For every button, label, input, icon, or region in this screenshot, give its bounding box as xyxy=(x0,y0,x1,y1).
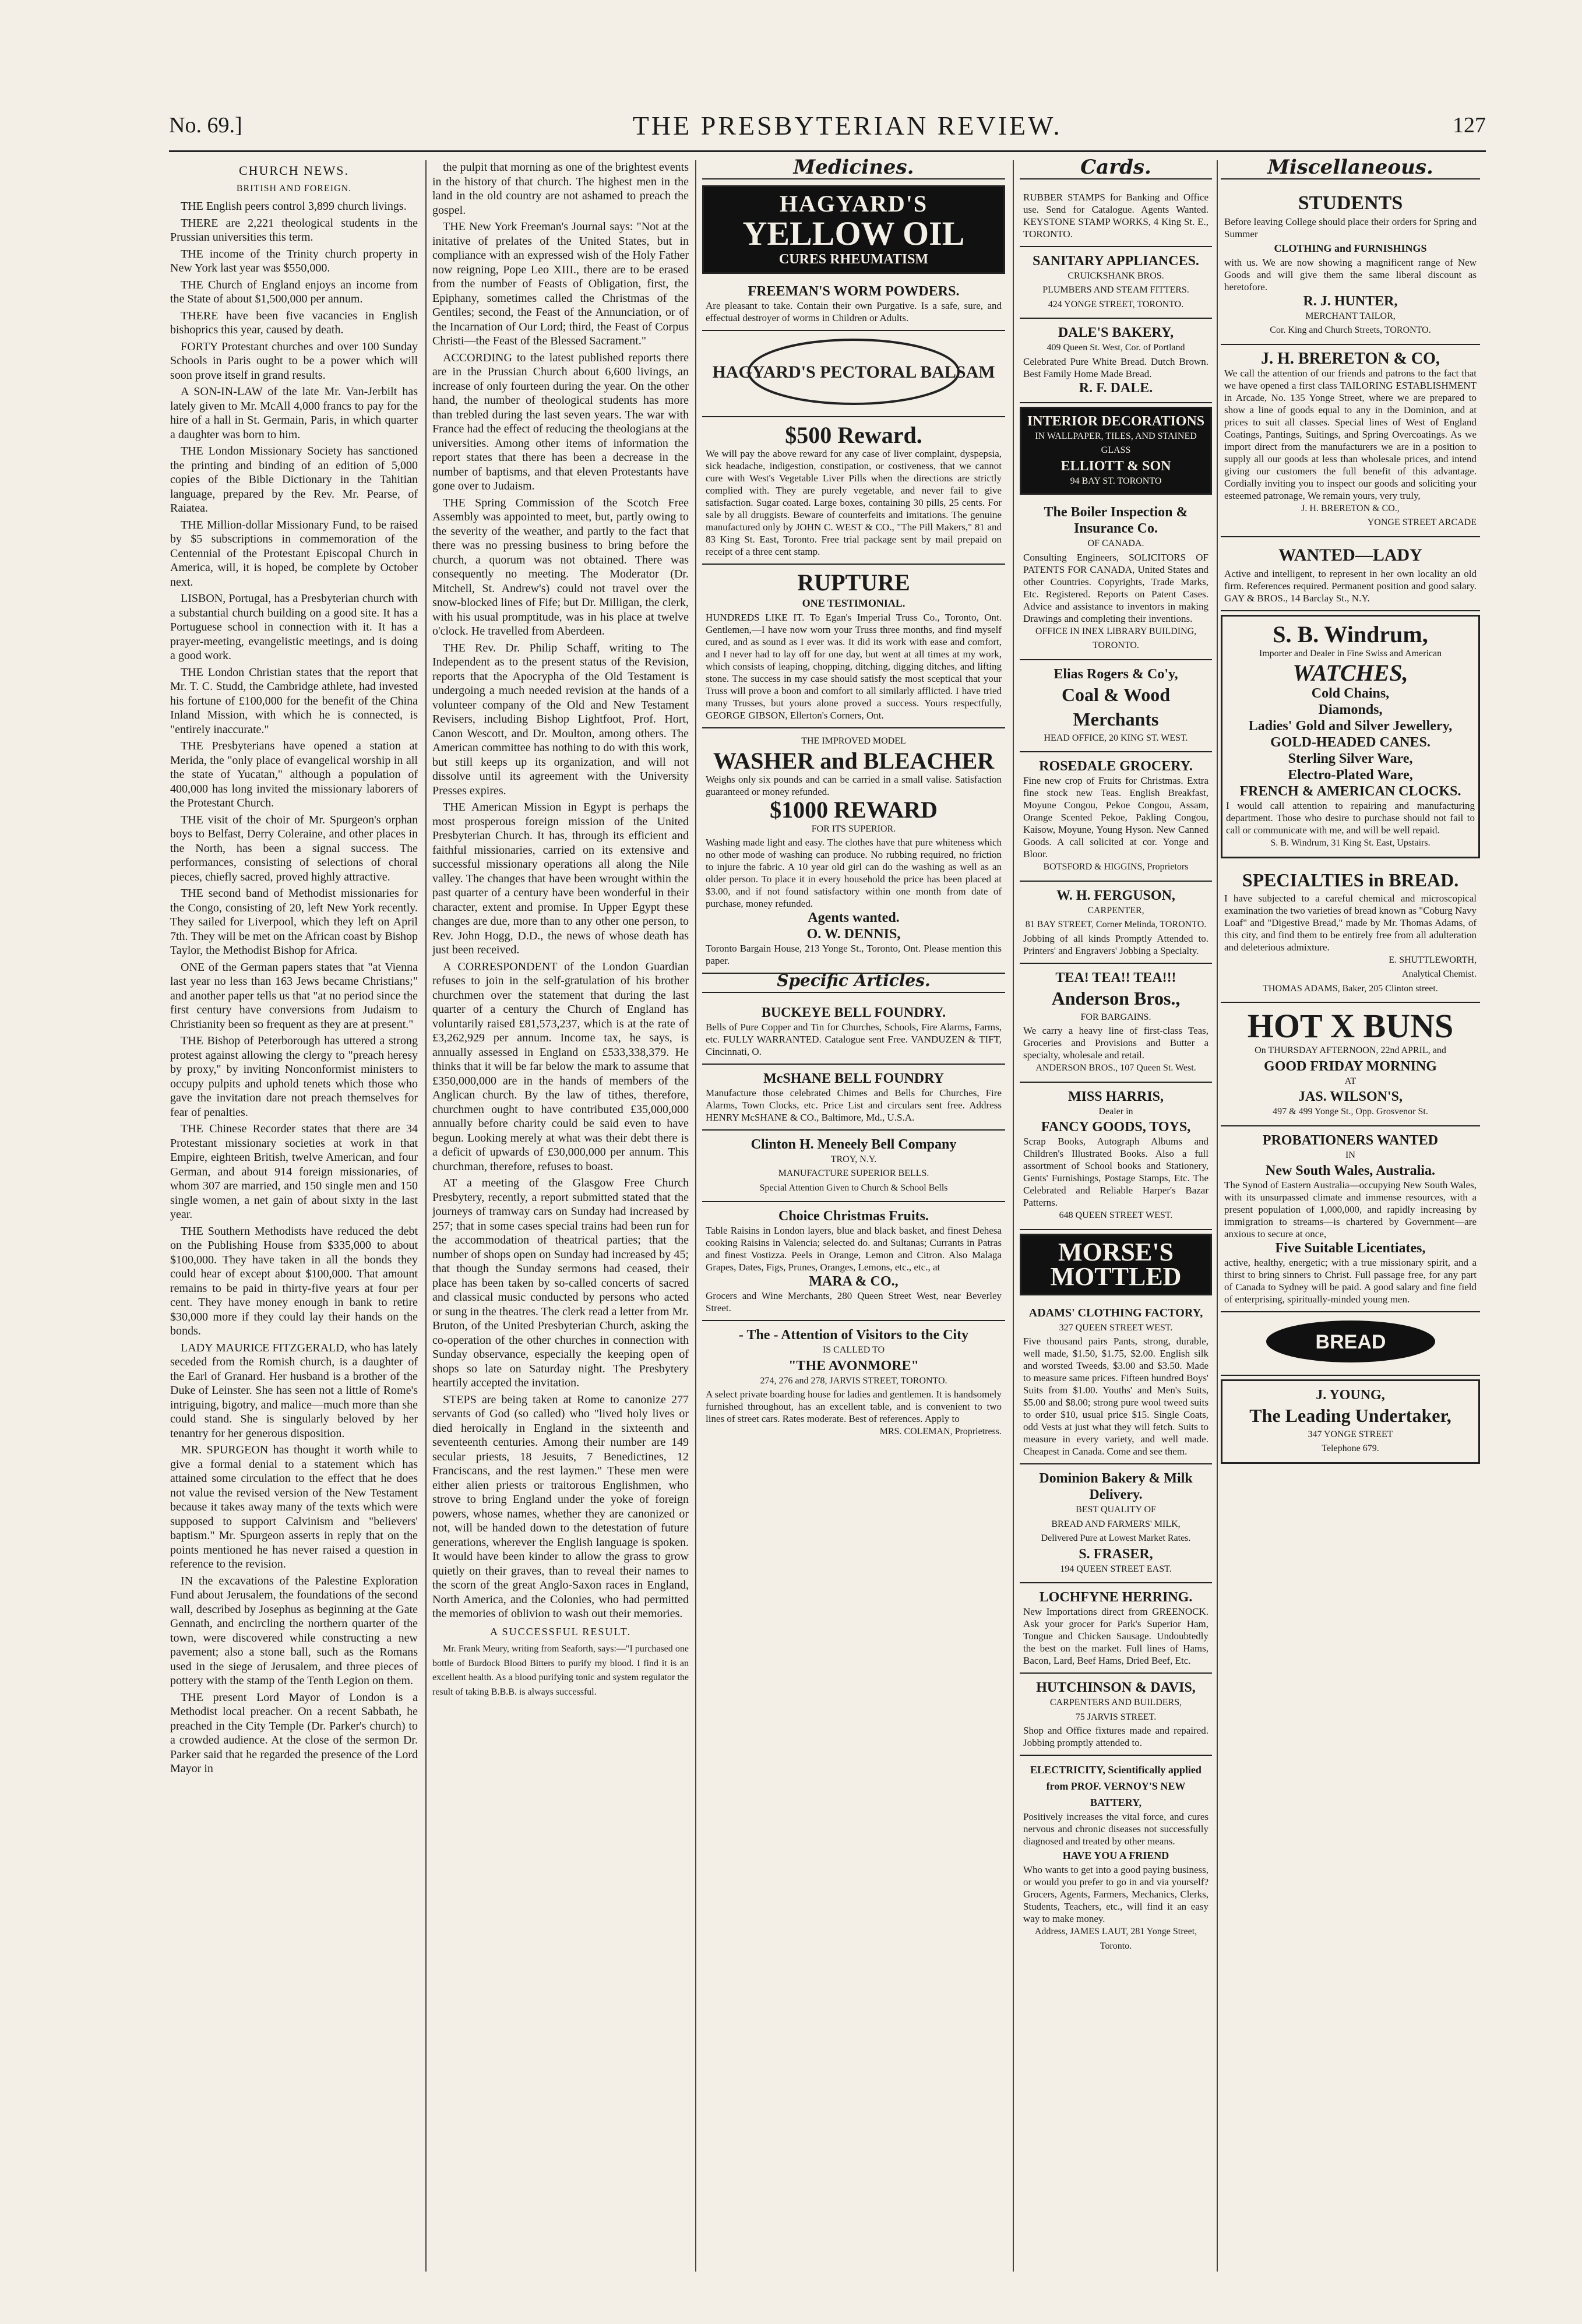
ad-reward: $1000 REWARD xyxy=(770,796,938,823)
ad-title: DALE'S BAKERY, xyxy=(1058,325,1174,340)
bread-logo-label: BREAD xyxy=(1315,1331,1386,1353)
ad-text: I would call attention to repairing and manufacturing department. Those who desire to purchase should not fail to call or communicate with me, and will be well repaid. xyxy=(1226,800,1475,836)
masthead-title: THE PRESBYTERIAN REVIEW. xyxy=(632,110,1062,140)
christmas-fruits-ad xyxy=(702,1202,1005,1321)
news-item: THE London Missionary Society has sanctioned the printing and binding of an edition of 5,000 copies of the Bible Dictionary in the Tahitian language, prepared by the Rev. Mr. Pearse, of Raiatea. xyxy=(170,445,418,515)
ad-address: 327 QUEEN STREET WEST. xyxy=(1059,1322,1173,1333)
column-divider xyxy=(1013,160,1014,2272)
ad-address: 94 BAY ST. TORONTO xyxy=(1070,476,1162,486)
ad-title: S. B. Windrum, xyxy=(1273,621,1428,647)
pectoral-balsam-ad xyxy=(702,331,1005,418)
hagyards-yellow-oil-ad xyxy=(702,185,1005,274)
ad-text-2: with us. We are now showing a magnificent range of New Goods and will give them the same liberal discount as heretofore. xyxy=(1224,256,1477,293)
ad-text: Positively increases the vital force, and cures nervous and chronic diseases not successfully diagnosed and treated by other means. xyxy=(1023,1811,1208,1847)
lochfyne-herring-ad xyxy=(1020,1583,1212,1674)
pectoral-balsam-logo xyxy=(712,337,995,407)
meneely-bell-ad xyxy=(702,1131,1005,1203)
ad-product: YELLOW OIL xyxy=(742,214,965,252)
ad-title: Elias Rogers & Co'y, xyxy=(1054,666,1178,682)
ad-headline: FANCY GOODS, TOYS, xyxy=(1041,1119,1191,1135)
ad-name: R. F. DALE. xyxy=(1079,380,1153,396)
ad-title: $500 Reward. xyxy=(785,422,922,448)
ad-headline: Five Suitable Licentiates, xyxy=(1275,1241,1426,1256)
ad-address: Cor. King and Church Streets, TORONTO. xyxy=(1270,325,1431,335)
news-item: THE English peers control 3,899 church livings. xyxy=(181,200,407,213)
column-divider xyxy=(425,160,427,2272)
ad-text: A select private boarding house for ladies and gentlemen. It is handsomely furnished throughout, has an excellent table, and is convenient to two lines of street cars. Rates moderate. Best of references. Apply to xyxy=(706,1389,1002,1424)
ad-title: SPECIALTIES in BREAD. xyxy=(1242,869,1459,890)
windrum-item: Cold Chains, xyxy=(1311,686,1390,701)
ad-subtitle: THE IMPROVED MODEL xyxy=(801,736,906,746)
church-news-items xyxy=(170,199,418,1776)
freemans-worm-powders-ad xyxy=(702,277,1005,331)
ad-headline: Coal & Wood Merchants xyxy=(1061,684,1171,730)
ad-subtitle: On THURSDAY AFTERNOON, 22nd APRIL, and xyxy=(1255,1045,1446,1055)
column-divider xyxy=(695,160,696,2272)
sanitary-ad xyxy=(1020,247,1212,319)
windrum-items xyxy=(1226,685,1475,800)
ad-name: E. SHUTTLEWORTH, xyxy=(1389,955,1477,965)
washer-bleacher-ad xyxy=(702,728,1005,974)
news-item: THE New York Freeman's Journal says: "Not at the initative of prelates of the United States, but in compliance with an expressed wish of the Holy Father now reigning, Pope Leo XIII., there are to be erased from the number of Feasts of Obligation, first, the Epiphany, sometimes called the Christmas of the Gentiles; second, the Feast of the Annunciation, or of the Incarnation of Our Lord; third, the Feast of Corpus Christi—the Feast of the Blessed Sacrament." xyxy=(432,220,689,347)
ad-friend: HAVE YOU A FRIEND xyxy=(1062,1850,1169,1861)
news-item: AT a meeting of the Glasgow Free Church Presbytery, recently, a report submitted stated that the journeys of tramway cars on Sunday had increased by 257; that in some cases special trains had been run for the accommodation of theatrical parties; that the number of shops open on Sunday had increased by 45; that though the Sunday sermons had ceased, their place has been taken by so-called concerts of sacred and classical music conducted by persons who acted or sung in the theatres. The clerk read a letter from Mr. Bruton, of the United Presbyterian Church, asking the co-operation of the other churches in connection with Sunday observance, especially the keeping open of shops so late on Saturday night. The Presbytery heartily accepted the invitation. xyxy=(432,1177,689,1389)
ad-address: 274, 276 and 278, JARVIS STREET, TORONTO. xyxy=(760,1375,947,1386)
ad-title: WASHER and BLEACHER xyxy=(713,747,995,774)
ad-text: Active and intelligent, to represent in her own locality an old firm. References required. Permanent position and good salary. GAY & BROS., 14 Barclay St., N.Y. xyxy=(1224,568,1477,604)
miscellaneous-heading: Miscellaneous. xyxy=(1221,160,1480,179)
ad-title: J. H. BRERETON & CO, xyxy=(1261,349,1440,368)
pectoral-balsam-label: HAGYARD'S PECTORAL BALSAM xyxy=(712,362,995,382)
ad-title: HOT X BUNS xyxy=(1247,1007,1454,1045)
morses-mottled-ad xyxy=(1020,1234,1212,1295)
ad-text: Manufacture those celebrated Chimes and Bells for Churches, Fire Alarms, Town Clocks, etc. Price List and circulars sent free. Address HENRY McSHANE & CO., Baltimore, Md., U.S.A. xyxy=(706,1087,1002,1123)
news-item: THERE have been five vacancies in English bishoprics this year, caused by death. xyxy=(170,309,418,336)
buckeye-bell-ad xyxy=(702,999,1005,1065)
column-church-news xyxy=(170,160,418,2272)
ad-subtitle: Importer and Dealer in Fine Swiss and American xyxy=(1259,648,1442,659)
column-medicines xyxy=(702,156,1005,2272)
ad-text: We carry a heavy line of first-class Teas, Groceries and Provisions and Butter a specialty, wholesale and retail. xyxy=(1023,1025,1208,1061)
ad-address: 648 QUEEN STREET WEST. xyxy=(1059,1210,1173,1220)
news-item: STEPS are being taken at Rome to canonize 277 servants of God (so called) who "lived holy lives or died heroically in England in the sixteenth and seventeenth centuries. Among their number are 149 secular priests, 18 Jesuits, 7 Benedictines, 12 Franciscans, and the rest laymen." These men were either alien priests or traitorous Englishmen, who strove to bring England under the yoke of foreign powers, whose names, whether they are canonized or not, will be handed down to the detestation of future generations, wherever the English language is spoken. It would have been kinder to allow the grass to grow quietly on their graves, than to reveal their names to the scorn of the great Anglo-Saxon races in England, North America, and the Colonies, who had permitted the memories of oblivion to wash out their memories. xyxy=(432,1393,689,1620)
news-item: MR. SPURGEON has thought it worth while to give a formal denial to a statement which has attained some circulation to the effect that he does not value the revised version of the New Testament because it takes away many of the texts which were supposed to support Calvinism and "believers' baptism." Mr. Spurgeon asserts in reply that on the points mentioned he has never raised a question in reference to the revision. xyxy=(170,1443,418,1571)
ad-friend-text: Who wants to get into a good paying business, or would you prefer to go in and via yourself? Grocers, Agents, Farmers, Mechanics, Clerks, Students, Teachers, etc., will find it an easy way to make money. xyxy=(1023,1864,1208,1924)
ad-text: PLUMBERS AND STEAM FITTERS. xyxy=(1042,285,1189,295)
windrum-item: Diamonds, xyxy=(1318,702,1383,717)
ad-text: We will pay the above reward for any case of liver complaint, dyspepsia, sick headache, indigestion, constipation, or costiveness, that we cannot cure with West's Vegetable Liver Pills when the directions are strictly complied with. They are purely vegetable, and never fail to give satisfaction. Sugar coated. Large boxes, containing 30 pills, 25 cents. For sale by all druggists. Beware of counterfeits and imitations. The genuine manufactured only by JOHN C. WEST & CO., "The Pill Makers," 81 and 83 King St. East, Toronto. Free trial package sent by mail prepaid on receipt of a three cent stamp. xyxy=(706,448,1002,557)
ad-address: 497 & 499 Yonge St., Opp. Grosvenor St. xyxy=(1273,1107,1428,1117)
news-item: THE income of the Trinity church property in New York last year was $550,000. xyxy=(170,247,418,274)
ad-subtitle: ONE TESTIMONIAL. xyxy=(802,597,905,609)
news-item: LADY MAURICE FITZGERALD, who has lately seceded from the Romish church, is a daughter of the Earl of Granard. Her husband is a brother of the Duke of Leinster. She has seen not a little of Rome's intriguing, bigotry, and malice—much more than she could stand. She is singularly beloved by her tenantry for her generous disposition. xyxy=(170,1341,418,1440)
ad-items: CLOTHING and FURNISHINGS xyxy=(1274,242,1427,254)
ad-title: PROBATIONERS WANTED xyxy=(1262,1132,1439,1148)
ad-title: - The - Attention of Visitors to the City xyxy=(738,1328,969,1343)
ad-text: Fine new crop of Fruits for Christmas. Extra fine stock new Teas. English Breakfast, Moyune Congou, Pekoe Congou, Assam, Orange Scented Pekoe, Pakling Congou, Kaisow, Moyune, Young Hyson. New Canned Goods. A call solicited at cor. Yonge and Bloor. xyxy=(1023,775,1208,860)
ad-text: BREAD AND FARMERS' MILK, xyxy=(1051,1519,1181,1529)
section-title-successful-result: A SUCCESSFUL RESULT. xyxy=(490,1625,631,1638)
ad-text: The Synod of Eastern Australia—occupying New South Wales, with its unsurpassed climate and immense resources, with a present population of 1,000,000, and rapidly increasing by immigration to streams—is chartered by Government—are anxious to secure at once, xyxy=(1224,1179,1477,1240)
bread-specialties-ad xyxy=(1221,862,1480,1003)
ad-title: The Leading Undertaker, xyxy=(1249,1404,1451,1426)
medicines-heading: Medicines. xyxy=(702,160,1005,179)
interior-decorations-ad xyxy=(1020,407,1212,495)
adams-clothing-ad xyxy=(1020,1299,1212,1465)
ad-name: O. W. DENNIS, xyxy=(806,927,901,942)
column-divider xyxy=(1217,160,1218,2272)
issue-number: No. 69.] xyxy=(169,113,242,138)
ad-address: 409 Queen St. West, Cor. of Portland xyxy=(1047,343,1185,353)
news-item: THE Bishop of Peterborough has uttered a strong protest against allowing the clergy to "preach heresy by proxy," by inviting Nonconformist ministers to occupy pulpits and uphold tenets which those who gave the invitation dare not preach themselves for fear of penalties. xyxy=(170,1034,418,1119)
ad-title: BUCKEYE BELL FOUNDRY. xyxy=(761,1005,946,1020)
ad-text: MANUFACTURE SUPERIOR BELLS. xyxy=(778,1168,929,1178)
ad-title: LOCHFYNE HERRING. xyxy=(1039,1590,1193,1605)
miss-harris-ad xyxy=(1020,1083,1212,1230)
ad-title: The Boiler Inspection & Insurance Co. xyxy=(1044,505,1188,536)
column-church-news-continued xyxy=(432,160,689,2272)
ad-name: ELLIOTT & SON xyxy=(1060,458,1171,474)
wanted-lady-ad xyxy=(1221,537,1480,611)
ad-title: ADAMS' CLOTHING FACTORY, xyxy=(1028,1306,1203,1319)
hutchinson-davis-ad xyxy=(1020,1674,1212,1756)
ad-watches: WATCHES, xyxy=(1292,660,1408,686)
successful-result-text: Mr. Frank Meury, writing from Seaforth, says:—"I purchased one bottle of Burdock Blood Bitters to purify my blood. I find it is an excellent health. As a blood purifying tonic and system regulator the result of taking B.B.B. is always successful. xyxy=(432,1644,689,1697)
anderson-bros-ad xyxy=(1020,964,1212,1083)
dominion-bakery-ad xyxy=(1020,1464,1212,1583)
ad-title: MISS HARRIS, xyxy=(1067,1089,1164,1104)
ad-text: Before leaving College should place their orders for Spring and Summer xyxy=(1224,216,1477,240)
news-item: THE Southern Methodists have reduced the debt on the Publishing House from $335,000 to about $100,000. They have taken in all the bonds they could hear of except about $100,000. That amount remains to be paid in thirty-five years at four per cent. They have money enough in bank to retire $30,000 more if they could lay their hands on the bonds. xyxy=(170,1224,418,1337)
ad-title: ROSEDALE GROCERY. xyxy=(1039,759,1193,774)
news-item: THE Church of England enjoys an income from the State of about $1,500,000 per annum. xyxy=(170,278,418,305)
ad-address: 194 QUEEN STREET EAST. xyxy=(1060,1564,1172,1574)
ad-name: J. YOUNG, xyxy=(1316,1387,1385,1403)
ad-place: New South Wales, Australia. xyxy=(1266,1163,1435,1178)
header-rule xyxy=(169,150,1486,152)
news-item: ACCORDING to the latest published reports there are in the Prussian Church about 6,600 livings, an increase of only fourteen during the year. On the other hand, the number of theological students has more than trebled during the last seven years. The war with France had the effect of reducing the theologians at the universities. Among other items of information the report states that there has been a decrease in the number of baptisms, and that eleven Protestants have gone over to Judaism. xyxy=(432,351,689,492)
ad-brand: HAGYARD'S xyxy=(779,190,928,217)
ad-text: Scrap Books, Autograph Albums and Children's Illustrated Books. Also a full assortment of School books and Stationery, Gents' Furnishings, Postage Stamps, Etc. The Celebrated and Reliable Harper's Bazar Patterns. xyxy=(1023,1136,1208,1208)
column-cards xyxy=(1020,156,1212,2272)
ad-address: OFFICE IN INEX LIBRARY BUILDING, TORONTO. xyxy=(1035,626,1197,650)
ad-proprietor: MRS. COLEMAN, Proprietress. xyxy=(879,1427,1002,1436)
ad-title: Choice Christmas Fruits. xyxy=(778,1209,929,1224)
ad-name: MARA & CO., xyxy=(809,1274,899,1289)
news-item: THE Million-dollar Missionary Fund, to be raised by $5 subscriptions in commemoration of the Centennial of the Protestant Episcopal Church in America, will, it is hoped, be complete by October next. xyxy=(170,518,418,589)
ad-address: ANDERSON BROS., 107 Queen St. West. xyxy=(1035,1063,1196,1073)
ad-text: Bells of Pure Copper and Tin for Churches, Schools, Fire Alarms, Farms, etc. FULLY WARRANTED. Catalogue sent Free. VANDUZEN & TIFT, Cincinnati, O. xyxy=(706,1021,1002,1057)
ad-subtitle: FOR BARGAINS. xyxy=(1080,1012,1151,1022)
brereton-ad xyxy=(1221,345,1480,537)
ad-agents: Agents wanted. xyxy=(808,910,900,925)
elias-rogers-ad xyxy=(1020,660,1212,753)
ad-address: Address, JAMES LAUT, 281 Yonge Street, Toronto. xyxy=(1034,1927,1197,1951)
ad-text: I have subjected to a careful chemical and microscopical examination the two varieties of bread known as "Coburg Navy Loaf" and "Digestive Bread," made by Mr. Thomas Adams, of this city, and find them to be entirely free from all adulteration and deleterious admixture. xyxy=(1224,892,1477,953)
ad-text: Jobbing of all kinds Promptly Attended to. Printers' and Engravers' Jobbing a Specialty. xyxy=(1023,932,1208,956)
ad-subtitle: CARPENTER, xyxy=(1087,905,1144,915)
ad-text: Weighs only six pounds and can be carried in a small valise. Satisfaction guaranteed or money refunded. xyxy=(706,773,1002,797)
ad-subtitle-2: GOOD FRIDAY MORNING xyxy=(1264,1058,1437,1074)
ad-text: We call the attention of our friends and patrons to the fact that we have opened a first class TAILORING ESTABLISHMENT in Arcade, No. 135 Yonge Street, where we are prepared to show a line of goods equal to any in the Dominion, and at prices to suit all classes. Special lines of West of England Coatings, Pantings, Suitings, and Spring Overcoatings. As we import direct from the manufacturers we are in a position to supply all our goods at less than wholesale prices, and intend giving our customers the full benefit of this advantage. Cordially inviting you to inspect our goods and soliciting your esteemed patronage, We remain yours, very truly, xyxy=(1224,367,1477,501)
ad-text-2: Delivered Pure at Lowest Market Rates. xyxy=(1041,1533,1191,1543)
ad-text: Are pleasant to take. Contain their own Purgative. Is a safe, sure, and effectual destroyer of worms in Children or Adults. xyxy=(706,300,1002,323)
ad-address: Grocers and Wine Merchants, 280 Queen Street West, near Beverley Street. xyxy=(706,1290,1002,1314)
ad-subtitle: Dealer in xyxy=(1098,1106,1133,1117)
ad-title: HUTCHINSON & DAVIS, xyxy=(1036,1680,1196,1695)
ad-subtitle: BEST QUALITY OF xyxy=(1076,1505,1156,1515)
ad-address: S. B. Windrum, 31 King St. East, Upstairs. xyxy=(1270,838,1431,848)
ad-name: J. H. BRERETON & CO., xyxy=(1301,503,1400,513)
ad-title: FREEMAN'S WORM POWDERS. xyxy=(748,283,960,299)
news-item: FORTY Protestant churches and over 100 Sunday Schools in Paris ought to be a power which will soon prove itself in grand results. xyxy=(170,340,418,382)
young-undertaker-ad xyxy=(1221,1379,1480,1464)
probationers-ad xyxy=(1221,1126,1480,1313)
news-item: A CORRESPONDENT of the London Guardian refuses to join in the self-gratulation of his brother churchmen over the statement that during the last quarter of a century the Church of England has voluntarily raised £81,573,237, which is at the rate of £3,262,929 per annum. Income tax, he says, is annually assessed in England on £533,338,379. He thinks that it will be far below the mark to assume that £350,000,000 are in the hands of members of the Anglican church. By the law of tithes, therefore, churchmen ought to have contributed £35,000,000 annually before charity could be said even to have begun. Looking merely at what was their debt there is a deficit of upwards of £30,000,000 per annum. This churchman, therefore, refuses to boast. xyxy=(432,960,689,1173)
rosedale-grocery-ad xyxy=(1020,752,1212,882)
ad-text: New Importations direct from GREENOCK. Ask your grocer for Park's Superior Ham, Tongue and Chicken Sausage. Undoubtedly the best on the market. Full lines of Hams, Bacon, Lard, Beef Hams, Dried Beef, Etc. xyxy=(1023,1606,1208,1666)
bread-logo-ad xyxy=(1221,1312,1480,1376)
ad-title: SANITARY APPLIANCES. xyxy=(1033,253,1199,269)
ad-phone: Telephone 679. xyxy=(1322,1443,1379,1453)
windrum-ad xyxy=(1221,615,1480,858)
ferguson-carpenter-ad xyxy=(1020,882,1212,964)
church-news-items-continued xyxy=(432,160,689,1621)
section-subtitle: BRITISH AND FOREIGN. xyxy=(236,183,352,193)
news-item: THE London Christian states that the report that Mr. T. C. Studd, the Cambridge athlete, had invested his fortune of £100,000 for the benefit of the China Inland Mission, with which he is connected, is "entirely inaccurate." xyxy=(170,665,418,736)
ad-address: Toronto Bargain House, 213 Yonge St., Toronto, Ont. Please mention this paper. xyxy=(706,943,1002,966)
hot-cross-buns-ad xyxy=(1221,1003,1480,1126)
ad-name: S. FRASER, xyxy=(1079,1546,1153,1562)
rubber-stamps-ad xyxy=(1020,185,1212,247)
ad-title: INTERIOR DECORATIONS xyxy=(1027,413,1205,429)
ad-address: YONGE STREET ARCADE xyxy=(1367,517,1477,527)
rupture-ad xyxy=(702,565,1005,728)
ad-subtitle: TROY, N.Y. xyxy=(830,1154,877,1164)
ad-title: ELECTRICITY, Scientifically applied from PROF. VERNOY'S NEW BATTERY, xyxy=(1030,1764,1202,1808)
mcshane-bell-ad xyxy=(702,1065,1005,1131)
ad-title: McSHANE BELL FOUNDRY xyxy=(763,1071,944,1086)
ad-name: R. J. HUNTER, xyxy=(1303,293,1398,309)
boiler-inspection-ad xyxy=(1020,498,1212,660)
ad-name: CRUICKSHANK BROS. xyxy=(1067,270,1164,281)
ad-tagline: CURES RHEUMATISM xyxy=(778,251,929,267)
ad-subtitle: Analytical Chemist. xyxy=(1402,969,1477,979)
ad-text: Shop and Office fixtures made and repaired. Jobbing promptly attended to. xyxy=(1023,1725,1208,1748)
news-item: the pulpit that morning as one of the brightest events in the history of that church. The highest men in the land in the old country are not ashamed to preach the gospel. xyxy=(432,161,689,217)
ad-in: IN xyxy=(1345,1150,1355,1160)
ad-text: Five thousand pairs Pants, strong, durable, well made, $1.50, $1.75, $2.00. English silk and worsted Tweeds, $3.00 and $3.50. Made to measure same prices. Fifteen hundred Boys' Suits from $1.00. Youths' and Men's Suits, $5.00 and $8.00; strong pure wool tweed suits to order $10, usual price $15. Single Coats, odd Vests at just what they will fetch. Suits to measure in every variety, and well made. Cheapest in Canada. Come and see them. xyxy=(1023,1336,1208,1457)
page-header xyxy=(169,108,1486,143)
ad-address: HEAD OFFICE, 20 KING ST. WEST. xyxy=(1044,733,1188,743)
ad-text: HUNDREDS LIKE IT. To Egan's Imperial Truss Co., Toronto, Ont. Gentlemen,—I have now worn your Truss three months, and find myself cured, and as sound as I ever was. It did its work with ease and comfort, and I never had to lay off for one day, but went at all times at my work, which consists of leaping, chopping, ditching, digging ditches, and lifting stone. The success in my case should satisfy the most sceptical that your Truss will prove a boon and comfort to all similarly afflicted. I have tried many Trusses, but yours alone proved a success. Yours respectfully, GEORGE GIBSON, Ellerton's Corners, Ont. xyxy=(706,612,1002,721)
ad-subtitle: IN WALLPAPER, TILES, AND STAINED GLASS xyxy=(1035,431,1197,455)
news-item: THE Presbyterians have opened a station at Merida, the "only place of evangelical worship in all the state of Yucatan," although a population of 400,000 has long invited the missionary laborers of the Protestant Church. xyxy=(170,740,418,809)
news-item: THE second band of Methodist missionaries for the Congo, consisting of 20, left New York recently. They sailed for Liverpool, which they left on April 7th. They will be met on the African coast by Bishop Taylor, the Methodist Bishop for Africa. xyxy=(170,887,418,957)
cards-heading: Cards. xyxy=(1020,160,1212,179)
ad-address: 347 YONGE STREET xyxy=(1308,1429,1393,1439)
ad-name: BOTSFORD & HIGGINS, Proprietors xyxy=(1043,862,1189,872)
electricity-ad xyxy=(1020,1756,1212,1959)
ad-reward-sub: FOR ITS SUPERIOR. xyxy=(811,823,896,834)
ad-text: Celebrated Pure White Bread. Dutch Brown. Best Family Home Made Bread. xyxy=(1023,355,1208,379)
ad-name: "THE AVONMORE" xyxy=(788,1358,919,1374)
news-item: THE present Lord Mayor of London is a Methodist local preacher. On a recent Sabbath, he preached in the City Temple (Dr. Parker's church) to a crowded audience. At the close of the sermon Dr. Parker said that he regarded the presence of the Lord Mayor in xyxy=(170,1691,418,1775)
news-item: THE Rev. Dr. Philip Schaff, writing to The Independent as to the present status of the Revision, reports that the Apocrypha of the Old Testament is undergoing a much needed revision at the hands of a volunteer company of the Old and New Testament Revisers, including Bishop Lightfoot, Prof. Hort, Canon Wescott, and Dr. Moulton, among others. The American committee has nothing to do with this work, but still keeps up its organization, and will not dissolve until its agreement with the University Presses expires. xyxy=(432,641,689,797)
ad-text: RUBBER STAMPS for Banking and Office use. Send for Catalogue. Agents Wanted. KEYSTONE STAMP WORKS, 4 King St. E., TORONTO. xyxy=(1023,191,1208,240)
windrum-item: FRENCH & AMERICAN CLOCKS. xyxy=(1239,784,1461,799)
news-item: LISBON, Portugal, has a Presbyterian church with a substantial church building on a good site. It has a Portuguese school in connection with it. It has a prayer-meeting, evangelistic meetings, and is doing a good work. xyxy=(170,592,418,662)
ad-text-2: active, healthy, energetic; with a true missionary spirit, and a thirst to bring sinners to Christ. Full passage free, for any part of Canada to Sydney will be paid. A good salary and fine field of enterprising, spiritually-minded young men. xyxy=(1224,1257,1477,1305)
news-item: THE Chinese Recorder states that there are 34 Protestant missionary societies at work in that Empire, eighteen British, twelve American, and four German, and about 914 foreign missionaries, of whom 307 are married, and 150 single men and 150 single women, a net gain of about sixty in the last year. xyxy=(170,1122,418,1221)
ad-title: Clinton H. Meneely Bell Company xyxy=(751,1136,957,1152)
news-item: IN the excavations of the Palestine Exploration Fund about Jerusalem, the foundations of the second wall, described by Josephus as beginning at the Gate Gennath, and encircling the northern quarter of the town, were discovered while constructing a new pavement; also a stone ball, such as the Romans used in the siege of Jerusalem, and three pieces of pottery with the stamp of the Tenth Legion on them. xyxy=(170,1574,418,1687)
news-item: ONE of the German papers states that "at Vienna last year no less than 163 Jews became Christians;" and another paper tells us that "at no period since the first century have conversions from Judaism to Christianity been so frequent as they are at present." xyxy=(170,960,418,1031)
news-item: THE visit of the choir of Mr. Spurgeon's orphan boys to Belfast, Derry Coleraine, and other places in the North, has been a signal success. The performances, consisting of selections of choral pieces, chiefly sacred, proved highly attractive. xyxy=(170,813,418,883)
ad-subtitle: OF CANADA. xyxy=(1087,538,1144,548)
windrum-item: GOLD-HEADED CANES. xyxy=(1270,735,1431,750)
ad-address: THOMAS ADAMS, Baker, 205 Clinton street. xyxy=(1263,983,1438,994)
windrum-item: Electro-Plated Ware, xyxy=(1288,767,1413,783)
ad-address: 81 BAY STREET, Corner Melinda, TORONTO. xyxy=(1025,920,1207,929)
ad-title: W. H. FERGUSON, xyxy=(1056,888,1175,903)
ad-note: Special Attention Given to Church & School Bells xyxy=(759,1182,948,1193)
avonmore-ad xyxy=(702,1321,1005,1445)
ad-address: 424 YONGE STREET, TORONTO. xyxy=(1048,299,1184,309)
windrum-item: Sterling Silver Ware, xyxy=(1288,751,1413,766)
section-title: CHURCH NEWS. xyxy=(238,163,349,178)
ad-title: Dominion Bakery & Milk Delivery. xyxy=(1039,1471,1193,1502)
ad-subtitle: MERCHANT TAILOR, xyxy=(1305,311,1396,321)
ad-name: JAS. WILSON'S, xyxy=(1298,1089,1403,1104)
news-item: THERE are 2,221 theological students in the Prussian universities this term. xyxy=(170,216,418,244)
news-item: A SON-IN-LAW of the late Mr. Van-Jerbilt has lately given to Mr. McAll 4,000 francs to pay for the hire of a hall in St. Germain, Paris, in which quarter a daughter was born to him. xyxy=(170,385,418,441)
page-number: 127 xyxy=(1453,113,1486,138)
specific-articles-heading: Specific Articles. xyxy=(702,974,1005,993)
ad-title: WANTED—LADY xyxy=(1278,545,1422,565)
ad-name: Anderson Bros., xyxy=(1051,987,1181,1009)
news-item: THE American Mission in Egypt is perhaps the most prosperous foreign mission of the United Presbyterian Church. It has, through its efficient and faithful missionaries, carried on its extensive and successful missionary operations all along the Nile valley. The changes that have been wrought within the past quarter of a century have been wonderful in their character, extent and promise. In Upper Egypt these changes are due, more than to any other one person, to Rev. John Hogg, D.D., the news of whose death has just been received. xyxy=(432,801,689,956)
column-miscellaneous xyxy=(1221,156,1480,2272)
bread-logo xyxy=(1263,1318,1438,1365)
reward-500-ad xyxy=(702,417,1005,565)
ad-address: 75 JARVIS STREET. xyxy=(1075,1712,1157,1722)
ad-at: AT xyxy=(1344,1076,1356,1086)
ad-title: RUPTURE xyxy=(797,569,910,596)
ad-subtitle: IS CALLED TO xyxy=(822,1345,885,1355)
news-item: THE Spring Commission of the Scotch Free Assembly was appointed to meet, but, partly owing to the severity of the weather, and partly to the fact that there was no pressing business to bring before the church, a quorum was not obtained. There was consequently no meeting. The Moderator (Dr. Mitchell, St. Andrew's) could not travel over the snow-blocked lines of Fife; but Dr. Milligan, the clerk, with his usual promptitude, was in his place at twelve o'clock. He travelled from Aberdeen. xyxy=(432,496,689,638)
students-ad xyxy=(1221,185,1480,345)
ad-text: Table Raisins in London layers, blue and black basket, and finest Dehesa cooking Raisins in Valencia; selected do. and Sultanas; Currants in Patras and finest Vostizza. Peels in Orange, Lemon and Citron. Also Malaga Grapes, Dates, Figs, Prunes, Oranges, Lemons, etc., etc., at xyxy=(706,1225,1002,1273)
ad-tea: TEA! TEA!! TEA!!! xyxy=(1055,970,1176,985)
ad-subtitle: CARPENTERS AND BUILDERS, xyxy=(1049,1698,1182,1707)
ad-title: STUDENTS xyxy=(1298,192,1403,214)
ad-text: Consulting Engineers, SOLICITORS OF PATENTS FOR CANADA, United States and other Countries. Copyrights, Trade Marks, Etc. Registered. Reports on Patent Cases. Advice and assistance to inventors in making Drawings and completing their inventions. xyxy=(1023,551,1208,624)
ad-product: MORSE'S MOTTLED xyxy=(1050,1237,1182,1291)
windrum-item: Ladies' Gold and Silver Jewellery, xyxy=(1248,719,1453,734)
dale-bakery-ad xyxy=(1020,319,1212,403)
ad-body: Washing made light and easy. The clothes have that pure whiteness which no other mode of washing can produce. No rubbing required, no friction to injure the fabric. A 10 year old girl can do the washing as well as an older person. To place it in every household the price has been placed at $3.00, and if not found satisfactory within one month from date of purchase, money refunded. xyxy=(706,837,1002,909)
